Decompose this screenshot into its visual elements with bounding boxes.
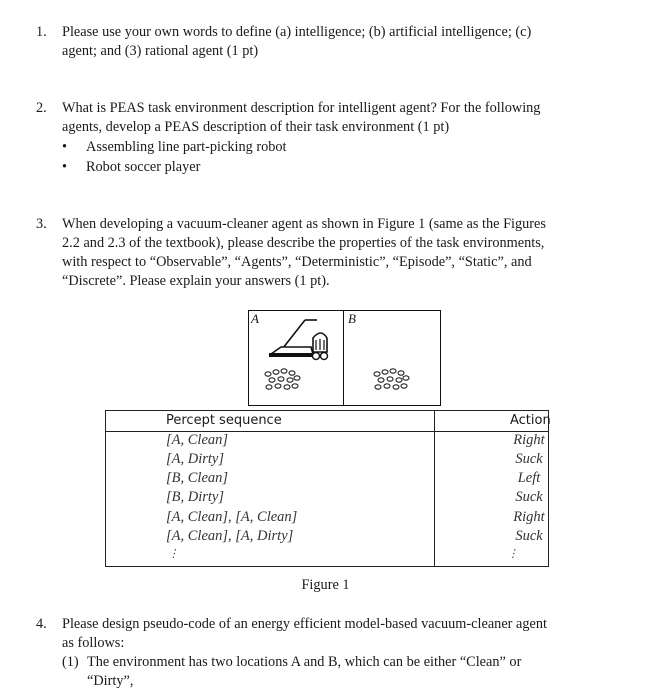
action-cell: Left: [517, 470, 541, 486]
header-percept-sequence: Percept sequence: [166, 413, 282, 428]
question-number: 4.: [36, 616, 47, 632]
text-line: “Discrete”. Please explain your answers (1 pt).: [62, 273, 330, 289]
text-line: as follows:: [62, 635, 125, 651]
text-line: The environment has two locations A and B, which can be either “Clean” or: [87, 654, 522, 670]
text-line: What is PEAS task environment description for intelligent agent? For the following: [62, 100, 541, 116]
text-line: agents, develop a PEAS description of their task environment (1 pt): [62, 119, 450, 135]
action-cell: Suck: [515, 451, 543, 467]
bullet-icon: •: [62, 159, 68, 175]
text-line: 2.2 and 2.3 of the textbook), please describe the properties of the task environments,: [62, 235, 545, 251]
table-header: [106, 411, 551, 432]
question-text: [62, 615, 627, 653]
action-cell: Suck: [515, 528, 543, 544]
percept-cell: [B, Clean]: [166, 470, 229, 486]
percept-cell: [A, Dirty]: [166, 451, 224, 467]
percept-cell: [B, Dirty]: [166, 489, 224, 505]
action-cell: Suck: [515, 489, 543, 505]
text-line: agent; and (3) rational agent (1 pt): [62, 43, 259, 59]
question-text: [62, 23, 627, 61]
text-line: “Dirty”,: [87, 673, 134, 689]
bullet-icon: •: [62, 139, 68, 155]
vacuum-cleaner-icon: [261, 314, 341, 362]
bullet-text: Assembling line part-picking robot: [86, 139, 287, 155]
percept-cell: [A, Clean], [A, Clean]: [166, 509, 298, 525]
percept-action-table: [105, 410, 549, 567]
text-line: When developing a vacuum-cleaner agent as shown in Figure 1 (same as the Figures: [62, 216, 546, 232]
question-text: [62, 99, 627, 137]
question-number: 2.: [36, 100, 47, 116]
header-action: Action: [510, 413, 551, 428]
text-line: Please use your own words to define (a) intelligence; (b) artificial intelligence; (c): [62, 24, 532, 40]
room-a-label: A: [251, 311, 259, 326]
dirt-icon: [371, 366, 411, 396]
question-text: [62, 215, 627, 291]
text-line: Please design pseudo-code of an energy efficient model-based vacuum-cleaner agent: [62, 616, 547, 632]
question-number: 3.: [36, 216, 47, 232]
text-line: with respect to “Observable”, “Agents”, “Deterministic”, “Episode”, “Static”, and: [62, 254, 532, 270]
percept-cell: ⋮: [168, 548, 179, 560]
action-cell: ⋮: [507, 548, 519, 560]
room-a: [248, 310, 345, 406]
dirt-icon: [262, 366, 302, 396]
question-number: 1.: [36, 24, 47, 40]
room-b: [343, 310, 441, 406]
action-cell: Right: [513, 432, 545, 448]
column-divider: [434, 411, 435, 566]
percept-cell: [A, Clean], [A, Dirty]: [166, 528, 294, 544]
room-b-label: B: [348, 311, 356, 326]
percept-cell: [A, Clean]: [166, 432, 229, 448]
bullet-text: Robot soccer player: [86, 159, 201, 175]
sub-item-label: (1): [62, 654, 79, 670]
figure-caption: Figure 1: [301, 577, 350, 593]
action-cell: Right: [513, 509, 545, 525]
